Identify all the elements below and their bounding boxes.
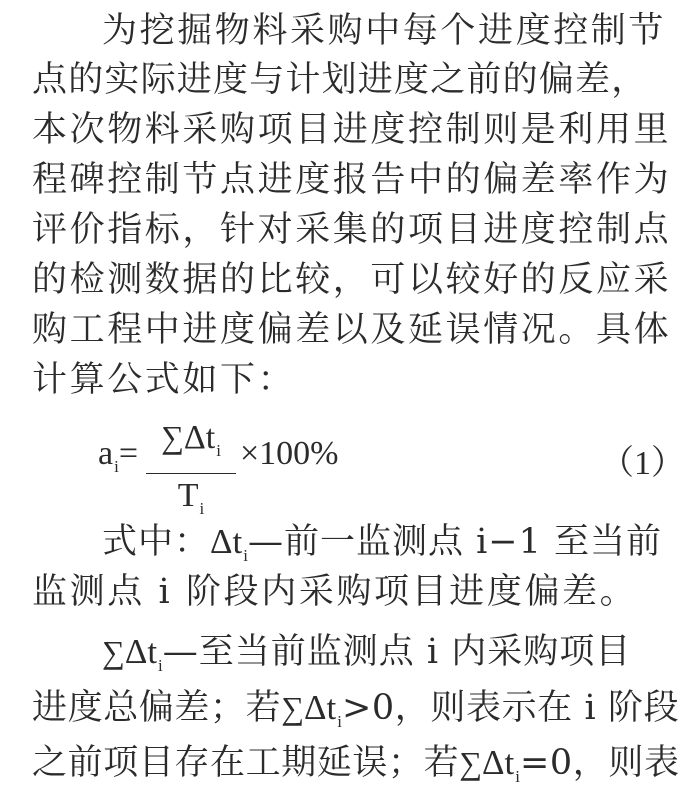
sigma-symbol: ∑ <box>459 745 483 781</box>
formula-number: （1） <box>600 445 685 482</box>
text-line: 本次物料采购项目进度控制则是利用里 <box>32 110 672 150</box>
text-line: 点的实际进度与计划进度之前的偏差， <box>32 60 648 100</box>
definition-2-line-3 <box>32 738 680 802</box>
formula-1 <box>0 415 685 518</box>
formula-den-var: T <box>177 477 199 514</box>
def-text: —至当前监测点 i 内采购项目 <box>162 632 632 672</box>
sigma-symbol: ∑ <box>161 419 184 455</box>
delta-t-symbol: Δt <box>210 522 243 561</box>
text-line: 购工程中进度偏差以及延误情况。具体 <box>32 310 672 350</box>
delta-t-symbol: Δt <box>124 632 158 671</box>
subscript-i: i <box>158 656 163 675</box>
subscript-i: i <box>515 767 520 786</box>
subscript-i: i <box>243 546 248 565</box>
sigma-symbol: ∑ <box>281 690 305 726</box>
def-text: —前一监测点 i−1 至当前 <box>247 522 663 562</box>
def-text: 进度总偏差；若 <box>32 688 282 728</box>
formula-num-var: Δt <box>183 419 216 456</box>
definition-2-line-1 <box>102 627 662 691</box>
formula-multiplier: ×100% <box>240 435 339 472</box>
formula-den-sub: i <box>199 499 205 518</box>
formula-num-sub: i <box>216 441 221 460</box>
subscript-i: i <box>337 712 342 731</box>
def-text: =0，则表 <box>519 743 680 783</box>
formula-lhs <box>98 435 138 477</box>
text-line: 为挖掘物料采购中每个进度控制节 <box>102 11 667 51</box>
formula-numerator <box>146 417 236 471</box>
definition-1-line-2: 监测点 i 阶段内采购项目进度偏差。 <box>32 572 638 612</box>
def-text: >0，则表示在 i 阶段 <box>341 688 680 728</box>
sigma-symbol: ∑ <box>102 634 125 670</box>
delta-t-symbol: Δt <box>482 743 515 782</box>
text-line: 的检测数据的比较，可以较好的反应采 <box>32 260 672 300</box>
def-text: 之前项目存在工期延误；若 <box>32 743 460 783</box>
formula-lhs-sub: i <box>114 457 119 476</box>
def-prefix: 式中： <box>102 522 211 562</box>
formula-fraction <box>146 417 236 529</box>
text-line: 计算公式如下： <box>32 360 296 400</box>
delta-t-symbol: Δt <box>304 688 337 727</box>
text-line: 程碑控制节点进度报告中的偏差率作为 <box>32 160 672 200</box>
fraction-bar <box>146 473 236 474</box>
formula-equals: = <box>118 435 139 472</box>
formula-lhs-var: a <box>98 435 114 472</box>
text-line: 评价指标，针对采集的项目进度控制点 <box>32 210 672 250</box>
